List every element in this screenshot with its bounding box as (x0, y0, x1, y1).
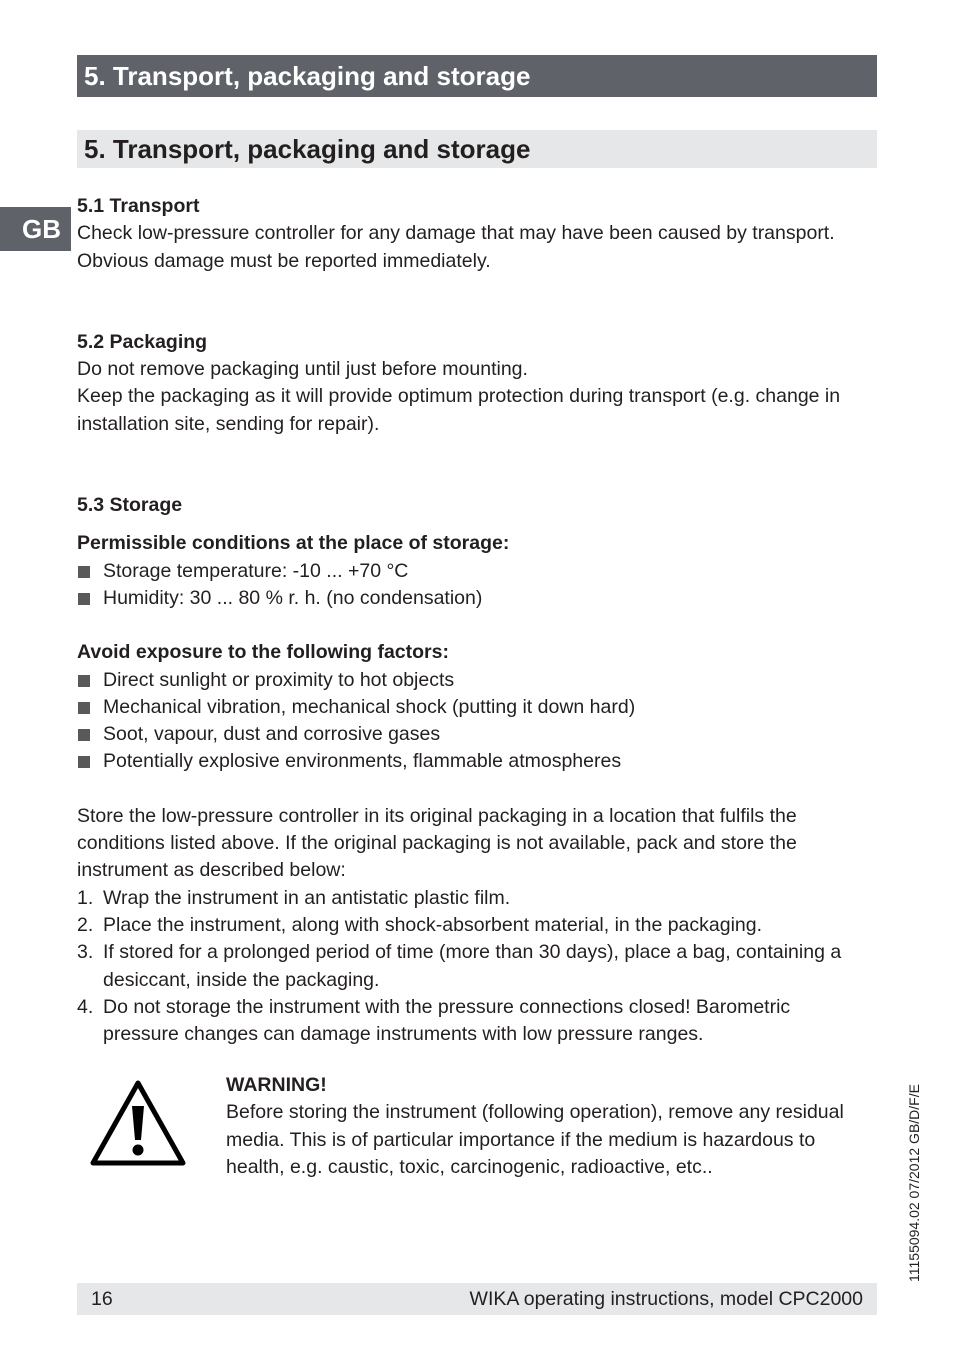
document-code: 11155094.02 07/2012 GB/D/F/E (906, 1084, 922, 1282)
list-item: Storage temperature: -10 ... +70 °C (77, 558, 877, 585)
step-line: Place the instrument, along with shock-absorbent material, in the packaging. (103, 913, 763, 936)
avoid-heading: Avoid exposure to the following factors: (77, 641, 449, 664)
packaging-heading: 5.2 Packaging (77, 330, 208, 353)
step-line: Do not storage the instrument with the pressure connections closed! Barometric (103, 995, 791, 1018)
storage-section (77, 492, 877, 1048)
numbered-step (77, 912, 877, 939)
numbered-step (77, 939, 877, 994)
list-item: Humidity: 30 ... 80 % r. h. (no condensation) (77, 585, 877, 612)
footer-bar (77, 1283, 877, 1315)
paragraph-line: Check low-pressure controller for any damage that may have been caused by transport. (77, 222, 835, 245)
storage-heading: 5.3 Storage (77, 494, 183, 517)
page-content (77, 193, 877, 1048)
warning-title: WARNING! (226, 1074, 327, 1096)
paragraph-line: Obvious damage must be reported immediately. (77, 249, 491, 272)
step-line: desiccant, inside the packaging. (103, 968, 380, 991)
transport-section (77, 193, 877, 275)
warning-line: Before storing the instrument (following operation), remove any residual (226, 1101, 844, 1124)
step-number: 1. (77, 886, 94, 909)
numbered-step (77, 994, 877, 1049)
step-line: Wrap the instrument in an antistatic plastic film. (103, 886, 511, 909)
step-line: If stored for a prolonged period of time (more than 30 days), place a bag, containing a (103, 941, 842, 964)
paragraph-line: Do not remove packaging until just before mounting. (77, 358, 528, 381)
list-item: Potentially explosive environments, flammable atmospheres (77, 748, 877, 775)
transport-heading: 5.1 Transport (77, 195, 200, 217)
language-tab: GB (0, 207, 71, 251)
list-item: Mechanical vibration, mechanical shock (putting it down hard) (77, 694, 877, 721)
paragraph-line: conditions listed above. If the original packaging is not available, pack and store the (77, 832, 797, 855)
paragraph-line: instrument as described below: (77, 859, 346, 882)
step-number: 3. (77, 941, 94, 964)
conditions-heading: Permissible conditions at the place of storage: (77, 532, 510, 555)
warning-line: media. This is of particular importance if the medium is hazardous to (226, 1128, 816, 1151)
paragraph-line: Store the low-pressure controller in its original packaging in a location that fulfils the (77, 804, 797, 827)
list-item: Direct sunlight or proximity to hot objects (77, 667, 877, 694)
step-number: 4. (77, 995, 94, 1018)
chapter-title-bar: 5. Transport, packaging and storage (77, 55, 877, 97)
numbered-step (77, 885, 877, 912)
list-item: Soot, vapour, dust and corrosive gases (77, 721, 877, 748)
step-number: 2. (77, 913, 94, 936)
warning-triangle-icon (90, 1080, 186, 1166)
warning-line: health, e.g. caustic, toxic, carcinogenic, radioactive, etc.. (226, 1155, 713, 1178)
section-title-bar: 5. Transport, packaging and storage (77, 130, 877, 168)
paragraph-line: Keep the packaging as it will provide optimum protection during transport (e.g. change in (77, 385, 841, 408)
paragraph-line: installation site, sending for repair). (77, 412, 380, 435)
manual-title: WIKA operating instructions, model CPC2000 (469, 1288, 863, 1310)
packaging-section (77, 329, 877, 438)
warning-block (226, 1072, 876, 1181)
page-number: 16 (91, 1288, 113, 1310)
step-line: pressure changes can damage instruments with low pressure ranges. (103, 1023, 704, 1046)
